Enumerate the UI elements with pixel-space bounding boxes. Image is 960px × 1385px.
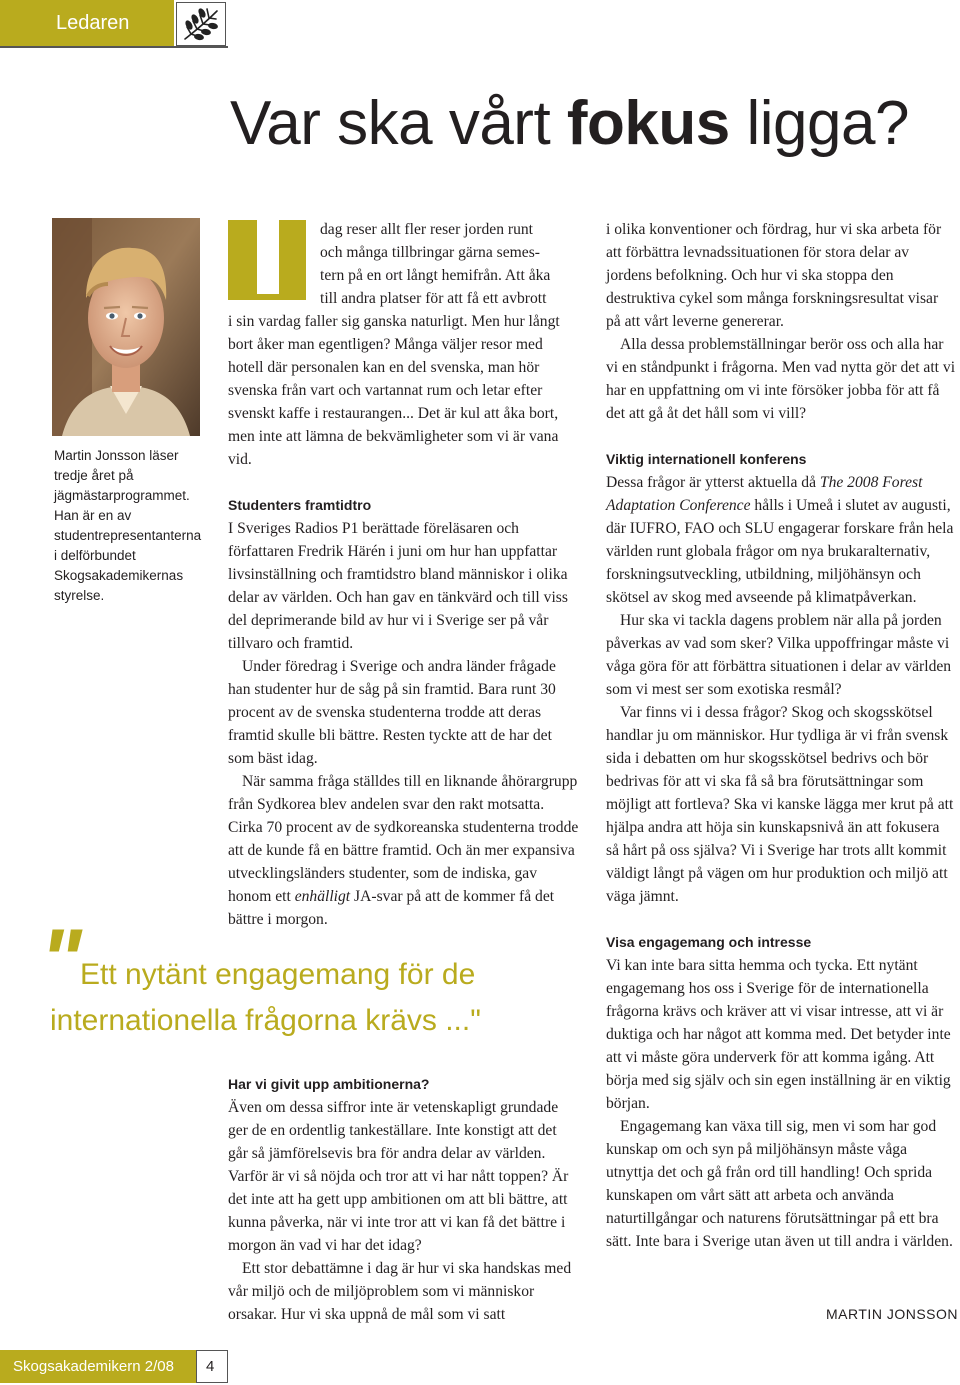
intro-lead-lines xyxy=(228,218,580,310)
paragraph: Vi kan inte bara sitta hemma och tycka. Ett nytänt engagemang hos oss i Sverige för de internationella frågorna krävs och kräver att vi visar intresse, att vi är duktiga och har något att komma med. Det betyder inte att vi måste göra underverk för att komma igång. Att börja med sig själv och sin egen inställning är en viktig början. xyxy=(606,957,951,1112)
title-bold: fokus xyxy=(566,89,730,158)
page-title xyxy=(230,88,909,159)
text-run: Dessa frågor är ytterst aktuella då xyxy=(606,474,820,491)
paragraph: Även om dessa siffror inte är vetenskapligt grundade ger de en ordentlig tankeställare. Inte konstigt att det går så jämförelsevis bra för andra delar av världen. Varför är vi så nöjda och tror att vi har nått toppen? Är det inte att ha gett upp ambitionen om att bli bättre, att kunna påverka, när vi inte tror att vi kan få det bättre i morgon än vad vi har det idag? xyxy=(228,1099,569,1254)
paragraph xyxy=(228,770,580,931)
page-number: 4 xyxy=(206,1358,215,1375)
text-run: JA-svar på att de kommer få det bättre i morgon. xyxy=(228,888,555,928)
section-tab xyxy=(0,0,174,46)
subheading: Visa engagemang och intresse xyxy=(606,934,812,950)
intro-line: tern på en ort långt hemifrån. Att åka xyxy=(320,267,551,284)
section-label: Ledaren xyxy=(56,12,130,34)
article-column-left xyxy=(228,218,580,931)
pull-quote-line: internationella frågorna krävs ..." xyxy=(50,1004,481,1037)
paragraph: Var finns vi i dessa frågor? Skog och skogsskötsel handlar ju om människor. Hur tydliga är vi från svensk sida i debatten om hur skogsskötsel bedrivs och bör bedrivas för att vi ska få så bra förutsättningar som möjligt att fortleva? Ska vi kanske lägga mer krut på att hjälpa andra att höja sin kunskapsnivå än att fokusera så hårt på oss själva? Vi i Sverige har trots allt kommit väldigt långt på vägen om hur produktion och miljö att väga jämnt. xyxy=(606,704,954,905)
publication-name: Skogsakademikern 2/08 xyxy=(13,1358,174,1375)
paragraph: Alla dessa problemställningar berör oss och alla har vi en ståndpunkt i frågorna. Men vad nytta gör det att vi har en uppfattning om vi inte försöker jobba för att få det att gå åt det håll som vi vill? xyxy=(606,336,956,422)
title-pre: Var ska vårt xyxy=(230,89,567,158)
article-column-right xyxy=(606,218,956,1253)
header-rule xyxy=(0,46,228,48)
page-number-box xyxy=(196,1350,228,1383)
intro-line: och många tillbringar gärna semes- xyxy=(320,244,540,261)
section-header xyxy=(0,0,228,48)
text-run: hålls i Umeå i slutet av augusti, där IUFRO, FAO och SLU engagerar forskare från hela världen runt globala frågor om nya brukaralternativ, forskningsutveckling, utbildning, miljöhänsyn och skötsel av skog med avseende på klimatpåverkan. xyxy=(606,497,954,606)
paragraph: Under föredrag i Sverige och andra länder frågade han studenter hur de såg på sin framtid. Bara runt 30 procent av de svenska studenterna trodde att deras framtid skulle bli bättre. Resten tyckte att de har det som bäst idag. xyxy=(228,658,556,767)
text-run: När samma fråga ställdes till en liknande åhörargrupp från Sydkorea blev andelen svar den rakt motsatta. Cirka 70 procent av de sydkoreanska studenterna trodde att de kunde få en bättre framtid. Och än mer expansiva utvecklingsländers studenter, som de indiska, gav honom ett xyxy=(228,773,579,905)
paragraph: Engagemang kan växa till sig, men vi som har god kunskap om och syn på miljöhänsyn måste våga utnyttja det och gå från ord till handling! Och sprida kunskapen om vårt sätt att arbeta och använda naturtillgångar och naturens förutsättningar på ett bra sätt. Inte bara i Sverige utan även ut till andra i världen. xyxy=(606,1118,953,1250)
emphasis-text: enhälligt xyxy=(294,888,351,905)
paragraph: I Sveriges Radios P1 berättade föreläsaren och författaren Fredrik Härén i juni om hur han uppfattar livsinställning och framtidstro bland människor i olika delar av världen. Och han gav en tänkvärd och till viss del deprimerande bild av hur vi i Sverige ser på vår tillvaro och framtid. xyxy=(228,520,568,652)
publication-tab xyxy=(0,1350,196,1383)
page-footer xyxy=(0,1350,228,1383)
title-post: ligga? xyxy=(729,89,909,158)
subheading: Viktig internationell konferens xyxy=(606,451,807,467)
subheading: Har vi givit upp ambitionerna? xyxy=(228,1076,430,1092)
emphasis-text: The 2008 Forest Adaptation Conference xyxy=(606,474,923,514)
intro-line: till andra platser för att få ett avbrott xyxy=(320,290,547,307)
pine-branch-icon xyxy=(176,2,226,46)
paragraph xyxy=(606,471,956,609)
subheading: Studenters framtidtro xyxy=(228,497,372,513)
intro-line: dag reser allt fler reser jorden runt xyxy=(320,221,534,238)
pull-quote-text xyxy=(50,952,590,1044)
photo-caption: Martin Jonsson läser tredje året på jägmästarprogrammet. Han är en av studentrepresentanterna i delförbundet Skogsakademikernas styrelse. xyxy=(54,448,202,603)
paragraph: i olika konventioner och fördrag, hur vi ska arbeta för att förbättra levnadssituationen för stora delar av jordens befolkning. Och hur vi ska stoppa den destruktiva cykel som många forskningsresultat visar på att vårt leverne genererar. xyxy=(606,221,942,330)
article-column-left-lower xyxy=(228,1073,580,1326)
quote-mark-icon: " xyxy=(40,910,82,1009)
pull-quote-line: Ett nytänt engagemang för de xyxy=(80,958,476,991)
paragraph: Ett stor debattämne i dag är hur vi ska handskas med vår miljö och de miljöproblem som vi människor orsakar. Hur vi ska uppnå de mål som vi satt xyxy=(228,1260,572,1323)
intro-paragraph: i sin vardag faller sig ganska naturligt. Men hur långt bort åker man egentligen? Många väljer resor med hotell där personalen kan en del svenska, man hör svenska från vart och vartannat rum och letar efter svenskt kaffe i restaurangen... Det är kul att åka bort, men inte att lämna de bekvämligheter som vi är vana vid. xyxy=(228,313,560,468)
author-signature: MARTIN JONSSON xyxy=(826,1306,958,1322)
paragraph: Hur ska vi tackla dagens problem när alla på jorden påverkas av vad som sker? Vilka uppoffringar måste vi våga göra för att förbättra situationen i delar av världen som vi mest ser som exotiska resmål? xyxy=(606,612,952,698)
portrait-photo xyxy=(52,218,200,436)
